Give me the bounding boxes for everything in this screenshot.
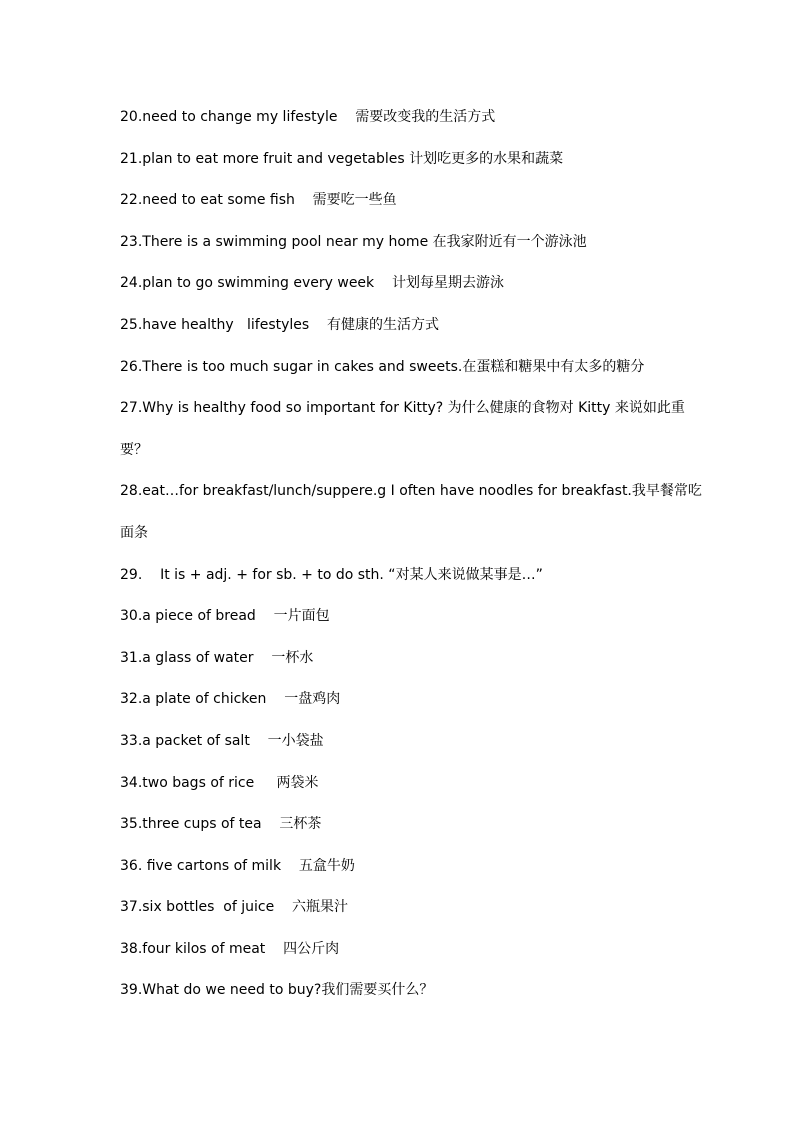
text-line: 26.There is too much sugar in cakes and sweets.在蛋糕和糖果中有太多的糖分 — [120, 358, 645, 375]
text-line: 31.a glass of water 一杯水 — [120, 649, 314, 666]
text-line: 29. It is + adj. + for sb. + to do sth. “对某人来说做某事是…” — [120, 566, 543, 583]
text-line: 24.plan to go swimming every week 计划每星期去游泳 — [120, 275, 504, 292]
text-line: 32.a plate of chicken 一盘鸡肉 — [120, 691, 341, 708]
text-line: 要？ — [120, 441, 148, 458]
text-line: 28.eat…for breakfast/lunch/suppere.g I often have noodles for breakfast.我早餐常吃 — [120, 483, 702, 500]
text-line: 34.two bags of rice 两袋米 — [120, 774, 319, 791]
text-line: 36. five cartons of milk 五盒牛奶 — [120, 857, 355, 874]
text-line: 20.need to change my lifestyle 需要改变我的生活方式 — [120, 109, 496, 125]
text-lines — [120, 105, 702, 1020]
text-line: 37.six bottles of juice 六瓶果汁 — [120, 899, 349, 916]
text-line: 27.Why is healthy food so important for Kitty? 为什么健康的食物对 Kitty 来说如此重 — [120, 400, 685, 417]
text-line: 35.three cups of tea 三杯茶 — [120, 816, 322, 833]
text-line: 25.have healthy lifestyles 有健康的生活方式 — [120, 316, 440, 333]
text-line: 21.plan to eat more fruit and vegetables 计划吃更多的水果和蔬菜 — [120, 150, 564, 167]
text-line: 39.What do we need to buy?我们需要买什么？ — [120, 982, 434, 999]
text-line: 面条 — [120, 524, 148, 541]
text-line: 33.a packet of salt 一小袋盐 — [120, 732, 324, 749]
text-line: 22.need to eat some fish 需要吃一些鱼 — [120, 192, 397, 209]
text-line: 23.There is a swimming pool near my home 在我家附近有一个游泳池 — [120, 233, 587, 250]
text-line: 30.a piece of bread 一片面包 — [120, 608, 330, 625]
text-line: 38.four kilos of meat 四公斤肉 — [120, 940, 340, 957]
